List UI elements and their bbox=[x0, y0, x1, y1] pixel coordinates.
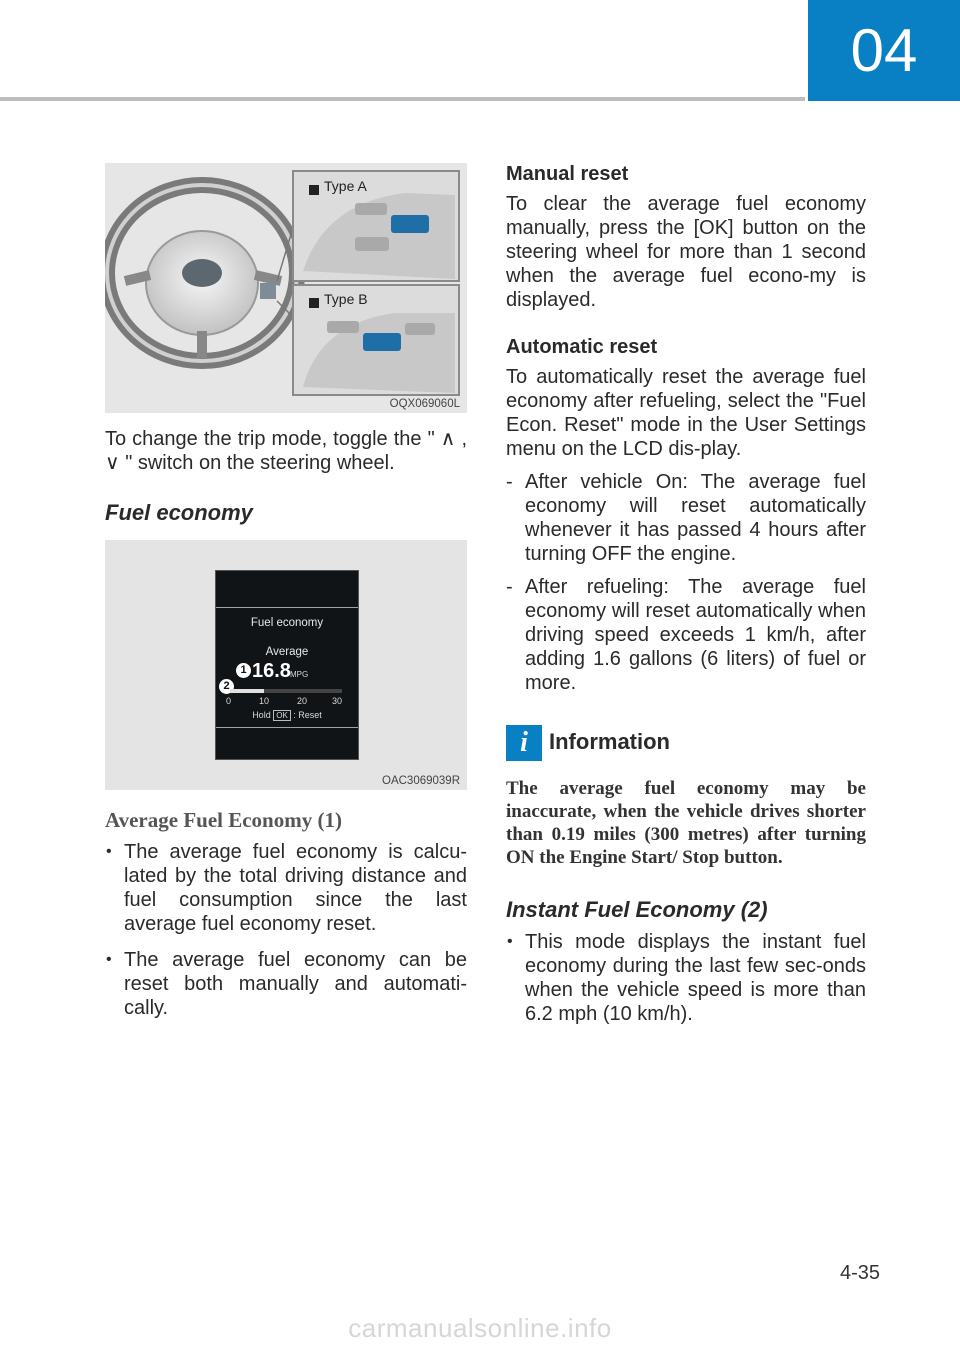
dash-item bbox=[506, 470, 866, 566]
fuel-economy-display-figure bbox=[105, 540, 467, 790]
manual-reset-text: To clear the average fuel economy manually, press the [OK] button on the steering wheel for more than 1 second when the average fuel econo-my is displayed. bbox=[506, 193, 866, 311]
scale-10: 10 bbox=[259, 696, 270, 706]
watermark: carmanualsonline.info bbox=[348, 1313, 612, 1343]
steering-wheel-figure bbox=[105, 163, 467, 413]
unit-label: MPG bbox=[290, 670, 309, 679]
information-heading: Information bbox=[549, 729, 670, 754]
information-text: The average fuel economy may be inaccurate, when the vehicle drives shorter than 0.19 miles (300 metres) after turning ON the Engine Start/ Stop button. bbox=[506, 778, 866, 868]
dash-text: After vehicle On: The average fuel economy will reset automatically whenever it has passed 4 hours after turning OFF the engine. bbox=[525, 471, 866, 565]
instant-fuel-economy-heading: Instant Fuel Economy (2) bbox=[506, 897, 768, 922]
figure-code: OAC3069039R bbox=[382, 775, 460, 787]
scale-20: 20 bbox=[297, 696, 308, 706]
dash-marker: - bbox=[506, 471, 513, 493]
bullet-item: • This mode displays the instant fuel economy during the last few sec-onds when the vehicle speed is more than 6.2 mph (10 km/h). bbox=[506, 930, 866, 1026]
average-value: 16.8 bbox=[252, 660, 291, 682]
dash-item bbox=[506, 575, 866, 695]
steering-wheel-illustration bbox=[105, 163, 467, 413]
left-column bbox=[105, 427, 467, 525]
header-rule bbox=[0, 97, 805, 101]
automatic-reset-text: To automatically reset the average fuel economy after refueling, select the "Fuel Econ. Reset" mode in the User Settings menu on the LCD dis-play. bbox=[506, 366, 866, 460]
dash-text: After refueling: The average fuel economy will reset automatically when driving speed exceeds 1 km/h, after adding 1.6 gallons (6 liters) of fuel or more. bbox=[525, 576, 866, 694]
manual-reset-heading: Manual reset bbox=[506, 163, 629, 185]
bullet-item: • The average fuel economy can be reset both manually and automati-cally. bbox=[105, 948, 467, 1020]
screen-bottom-rule bbox=[216, 727, 358, 728]
average-label: Average bbox=[265, 646, 309, 658]
toggle-instruction: To change the trip mode, toggle the " ∧ , ∨ " switch on the steering wheel. bbox=[105, 428, 467, 474]
screen-top-rule bbox=[216, 607, 358, 608]
ok-key: OK bbox=[273, 710, 291, 721]
type-b-label: Type B bbox=[324, 291, 368, 307]
information-header bbox=[506, 725, 866, 761]
reset-label: : Reset bbox=[293, 710, 322, 720]
scale-0: 0 bbox=[226, 696, 232, 706]
cluster-screen bbox=[215, 570, 359, 760]
page-number: 4-35 bbox=[839, 1262, 880, 1284]
dash-marker: - bbox=[506, 576, 513, 598]
fuel-economy-heading: Fuel economy bbox=[105, 500, 253, 525]
automatic-reset-heading: Automatic reset bbox=[506, 336, 658, 358]
hold-label: Hold bbox=[252, 710, 271, 720]
right-column bbox=[506, 162, 866, 1026]
screen-title: Fuel economy bbox=[250, 617, 324, 629]
info-icon: i bbox=[506, 725, 542, 761]
figure-code: OQX069060L bbox=[389, 398, 460, 410]
instant-bar-fill bbox=[230, 689, 264, 693]
marker-1: 1 bbox=[236, 663, 251, 678]
scale-30: 30 bbox=[332, 696, 343, 706]
average-fuel-economy-heading: Average Fuel Economy (1) bbox=[105, 808, 342, 832]
left-column-lower bbox=[105, 808, 467, 1020]
reset-hint bbox=[216, 710, 358, 720]
chapter-tab: 04 bbox=[808, 0, 960, 101]
bullet-item: • The average fuel economy is calcu-lated by the total driving distance and fuel consumption since the last average fuel economy reset. bbox=[105, 840, 467, 936]
type-a-label: Type A bbox=[324, 178, 367, 194]
marker-2: 2 bbox=[219, 679, 234, 694]
